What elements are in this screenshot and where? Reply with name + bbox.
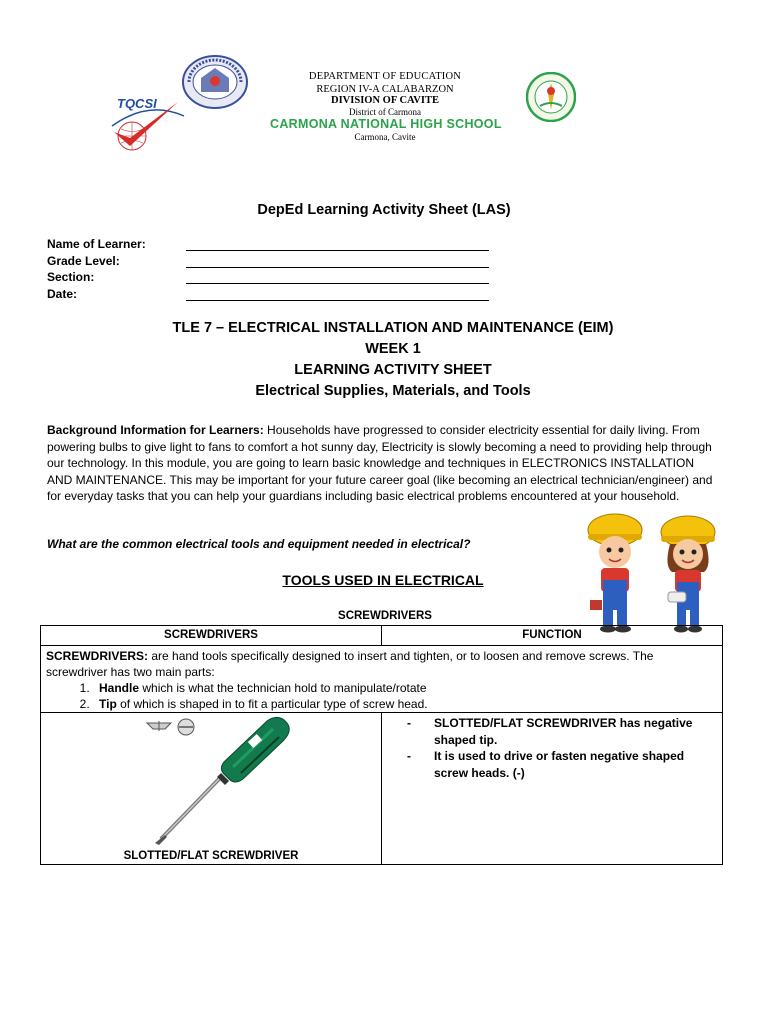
screwdriver-description xyxy=(46,648,716,712)
part-term: Tip xyxy=(99,697,117,711)
row-divider-1 xyxy=(41,645,722,646)
description-label: SCREWDRIVERS: xyxy=(46,649,149,663)
district-name: District of Carmona xyxy=(349,107,421,117)
table-header-function: FUNCTION xyxy=(522,629,582,641)
page-title: DepEd Learning Activity Sheet (LAS) xyxy=(257,202,511,218)
guide-question: What are the common electrical tools and equipment needed in electrical? xyxy=(47,537,471,551)
part-text: of which is shaped in to fit a particular type of screw head. xyxy=(116,697,428,711)
function-item xyxy=(407,748,717,781)
description-text: are hand tools specifically designed to insert and tighten, or to loosen and remove screws. The screwdriver has two main parts: xyxy=(46,649,654,679)
tqcsi-logo xyxy=(108,96,188,154)
grade-field-line[interactable] xyxy=(186,267,489,268)
background-info-text: Households have progressed to consider electricity essential for daily living. From powering bulbs to give light to fans to comfort a hot sunny day, Electricity is slowly becoming a need to providing help through our technology. In this module, you are going to learn basic knowledge and techniques in ELECTRONICS INSTALLATION AND MAINTENANCE. This may be important for your future career goal (like becoming an electrical technician/engineer) and for everyday tasks that you can help your guardians including basic electrical problems encountered at your household. xyxy=(47,423,713,503)
subject-title: TLE 7 – ELECTRICAL INSTALLATION AND MAINTENANCE (EIM) xyxy=(172,320,614,336)
part-text: which is what the technician hold to manipulate/rotate xyxy=(139,681,427,695)
school-name: CARMONA NATIONAL HIGH SCHOOL xyxy=(270,117,502,131)
background-info xyxy=(47,422,719,505)
function-dash: - xyxy=(407,716,411,730)
date-field-label: Date: xyxy=(47,287,78,301)
grade-field-label: Grade Level: xyxy=(47,254,120,268)
function-dash: - xyxy=(407,749,411,763)
school-seal-logo xyxy=(526,72,576,122)
division-name: DIVISION OF CAVITE xyxy=(331,95,439,106)
slotted-screwdriver-image xyxy=(141,715,311,845)
function-text: SLOTTED/FLAT SCREWDRIVER has negative shaped tip. xyxy=(434,716,693,747)
name-field-line[interactable] xyxy=(186,250,489,251)
screwdrivers-caption: SCREWDRIVERS xyxy=(338,610,432,622)
week-label: WEEK 1 xyxy=(365,341,421,357)
date-field-line[interactable] xyxy=(186,300,489,301)
background-info-label: Background Information for Learners: xyxy=(47,423,264,437)
school-location: Carmona, Cavite xyxy=(354,132,416,142)
deped-seal-logo xyxy=(181,54,249,110)
function-list xyxy=(407,715,717,781)
section-field-line[interactable] xyxy=(186,283,489,284)
part-item-handle xyxy=(93,680,716,696)
topic-label: Electrical Supplies, Materials, and Tools xyxy=(255,383,531,399)
screwdriver-image-caption: SLOTTED/FLAT SCREWDRIVER xyxy=(123,850,299,862)
sheet-label: LEARNING ACTIVITY SHEET xyxy=(294,362,492,378)
function-item xyxy=(407,715,717,748)
region-name: REGION IV-A CALABARZON xyxy=(316,84,454,95)
part-item-tip xyxy=(93,696,716,712)
function-text: It is used to drive or fasten negative shaped screw heads. (-) xyxy=(434,749,685,780)
section-field-label: Section: xyxy=(47,270,95,284)
screwdrivers-table xyxy=(40,625,723,865)
tools-section-title: TOOLS USED IN ELECTRICAL xyxy=(282,572,484,588)
name-field-label: Name of Learner: xyxy=(47,237,146,251)
column-divider-bottom xyxy=(381,712,382,864)
column-divider-top xyxy=(381,626,382,646)
table-header-screwdrivers: SCREWDRIVERS xyxy=(164,629,258,641)
part-term: Handle xyxy=(99,681,140,695)
department-name: DEPARTMENT OF EDUCATION xyxy=(308,71,462,82)
tqcsi-logo-text: TQCSI xyxy=(117,96,157,111)
